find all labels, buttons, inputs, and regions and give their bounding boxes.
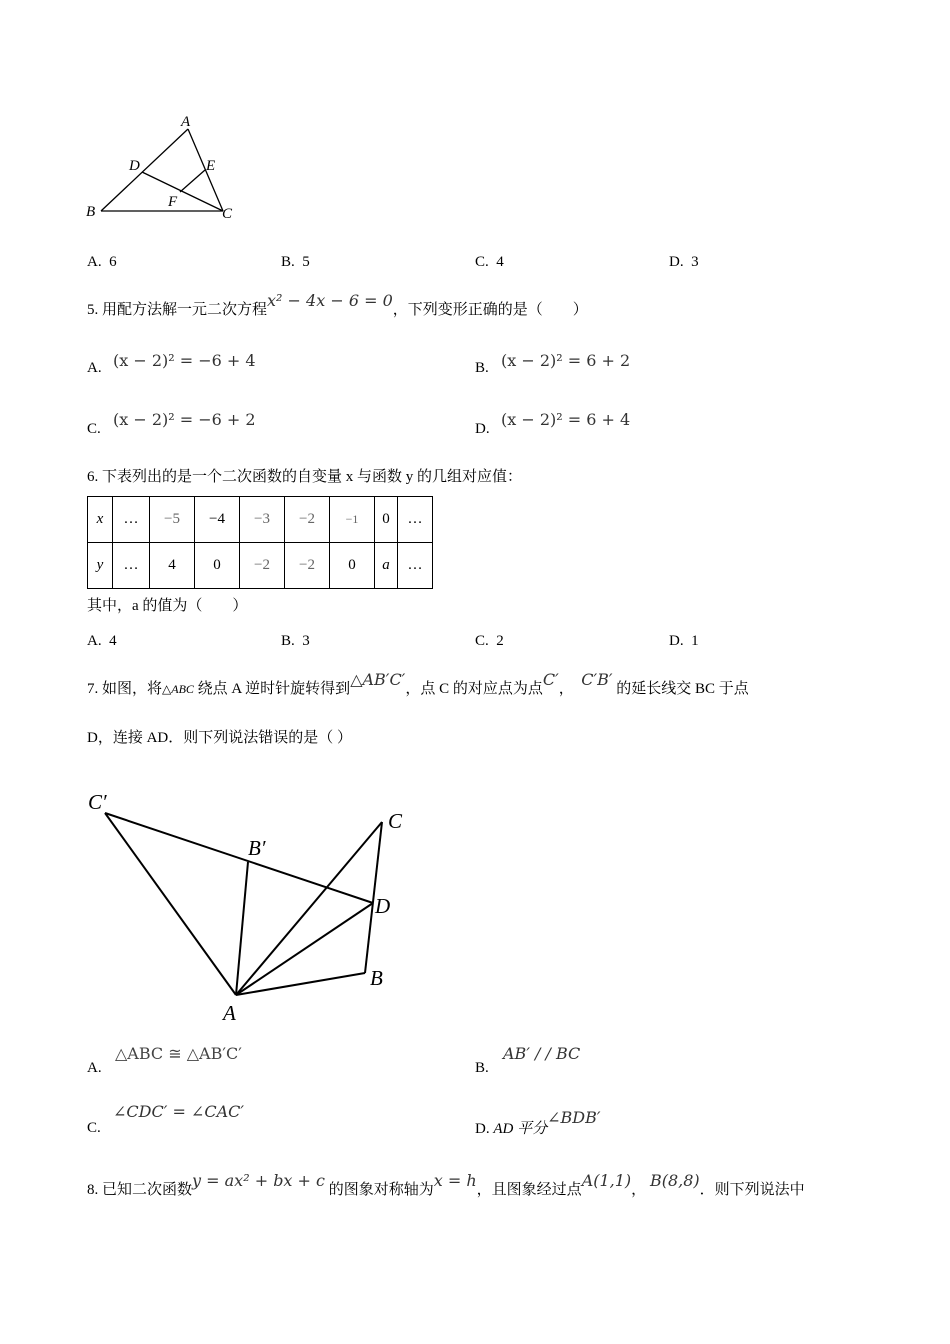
label-c-prime: C′ bbox=[88, 790, 107, 814]
table-cell: … bbox=[113, 497, 150, 543]
q5-option-c[interactable]: (x − 2)² = −6 + 2 bbox=[113, 410, 256, 429]
q5-option-d[interactable]: (x − 2)² = 6 + 4 bbox=[501, 410, 631, 429]
table-cell: −3 bbox=[240, 497, 285, 543]
label-c: C bbox=[388, 809, 403, 833]
rotation-figure-q7 bbox=[85, 785, 430, 1025]
table-cell: −2 bbox=[240, 543, 285, 589]
q6-option-d[interactable]: D. 1 bbox=[669, 633, 699, 649]
q4-option-a[interactable]: A. 6 bbox=[87, 254, 117, 270]
table-cell: a bbox=[375, 543, 398, 589]
table-cell: … bbox=[398, 543, 433, 589]
table-cell: −5 bbox=[150, 497, 195, 543]
q5-option-b[interactable]: (x − 2)² = 6 + 2 bbox=[501, 351, 631, 370]
value-table bbox=[87, 496, 433, 589]
label-c: C bbox=[222, 206, 233, 222]
q4-option-d[interactable]: D. 3 bbox=[669, 254, 699, 270]
table-row-y bbox=[88, 543, 433, 589]
q5-stem: 5. 用配方法解一元二次方程x² − 4x − 6 = 0，下列变形正确的是（ ） bbox=[87, 291, 588, 318]
label-d: D bbox=[375, 894, 391, 918]
table-cell: −4 bbox=[195, 497, 240, 543]
table-cell: 0 bbox=[195, 543, 240, 589]
q7-option-b[interactable]: AB′ / / BC bbox=[503, 1044, 581, 1063]
label-b: B bbox=[370, 966, 383, 990]
q4-option-b[interactable]: B. 5 bbox=[281, 254, 310, 270]
q7-stem-line2: D，连接 AD．则下列说法错误的是（ ） bbox=[87, 730, 352, 746]
q5-option-d-letter[interactable]: D. bbox=[475, 421, 490, 437]
table-row-x bbox=[88, 497, 433, 543]
q7-stem-line1: 7. 如图，将△ABC 绕点 A 逆时针旋转得到△AB′C′，点 C 的对应点为点C′， C′B′ 的延长线交 BC 于点 bbox=[87, 670, 749, 697]
label-d: D bbox=[129, 158, 140, 174]
q5-equation: x² − 4x − 6 = 0 bbox=[267, 291, 393, 310]
q5-option-b-letter[interactable]: B. bbox=[475, 360, 489, 376]
table-cell: 4 bbox=[150, 543, 195, 589]
table-cell: 0 bbox=[330, 543, 375, 589]
table-cell: −2 bbox=[285, 543, 330, 589]
label-b: B bbox=[86, 204, 96, 220]
q5-option-a-letter[interactable]: A. bbox=[87, 360, 102, 376]
table-cell: y bbox=[88, 543, 113, 589]
q6-after: 其中，a 的值为（ ） bbox=[87, 598, 248, 614]
q8-stem: 8. 已知二次函数y = ax² + bx + c 的图象对称轴为x = h，且图象经过点A(1,1)， B(8,8)．则下列说法中 bbox=[87, 1171, 805, 1198]
label-b-prime: B′ bbox=[248, 836, 266, 860]
q5-option-c-letter[interactable]: C. bbox=[87, 421, 101, 437]
table-cell: x bbox=[88, 497, 113, 543]
table-cell: … bbox=[113, 543, 150, 589]
q6-option-b[interactable]: B. 3 bbox=[281, 633, 310, 649]
q7-option-b-letter[interactable]: B. bbox=[475, 1060, 489, 1076]
label-e: E bbox=[206, 158, 216, 174]
table-cell: 0 bbox=[375, 497, 398, 543]
q7-option-d[interactable]: D. AD 平分∠BDB′ bbox=[475, 1108, 601, 1137]
q7-option-a[interactable]: △ABC ≅ △AB′C′ bbox=[115, 1044, 242, 1063]
q6-option-c[interactable]: C. 2 bbox=[475, 633, 504, 649]
table-cell: −2 bbox=[285, 497, 330, 543]
q6-option-a[interactable]: A. 4 bbox=[87, 633, 117, 649]
label-f: F bbox=[168, 194, 178, 210]
q7-option-a-letter[interactable]: A. bbox=[87, 1060, 102, 1076]
q7-option-c-letter[interactable]: C. bbox=[87, 1120, 101, 1136]
table-cell: −1 bbox=[330, 497, 375, 543]
q6-stem: 6. 下表列出的是一个二次函数的自变量 x 与函数 y 的几组对应值： bbox=[87, 469, 523, 485]
q4-option-c[interactable]: C. 4 bbox=[475, 254, 504, 270]
q5-option-a[interactable]: (x − 2)² = −6 + 4 bbox=[113, 351, 256, 370]
triangle-figure-q4 bbox=[82, 112, 252, 227]
label-a: A bbox=[181, 114, 191, 130]
label-a: A bbox=[223, 1001, 236, 1025]
q7-option-c[interactable]: ∠CDC′ = ∠CAC′ bbox=[113, 1102, 245, 1121]
table-cell: … bbox=[398, 497, 433, 543]
